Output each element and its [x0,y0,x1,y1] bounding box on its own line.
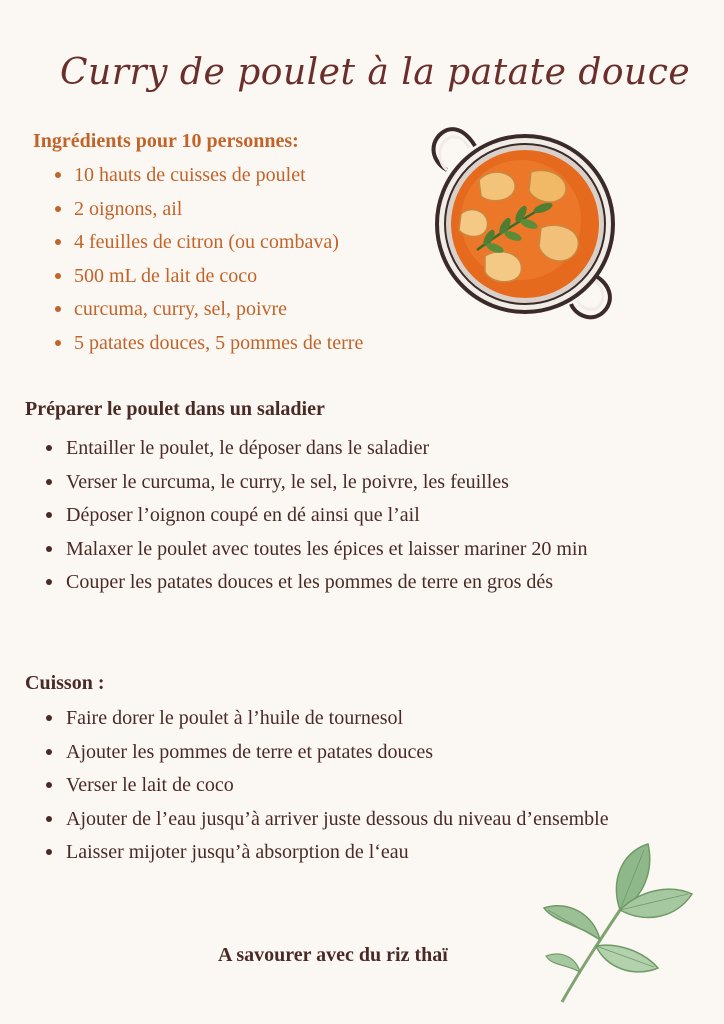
preparation-steps [43,432,701,600]
preparation-step: Couper les patates douces et les pommes de terre en gros dés [43,566,701,600]
cuisson-step: Faire dorer le poulet à l’huile de tournesol [43,702,701,736]
ingredients-list [50,160,450,362]
cuisson-step: Ajouter les pommes de terre et patates douces [43,736,701,770]
preparation-heading: Préparer le poulet dans un saladier [25,398,325,420]
recipe-title: Curry de poulet à la patate douce [60,52,691,93]
ingredient-item: 10 hauts de cuisses de poulet [50,160,450,194]
cuisson-step: Laisser mijoter jusqu’à absorption de l‘eau [43,836,701,870]
cuisson-step: Ajouter de l’eau jusqu’à arriver juste dessous du niveau d’ensemble [43,803,701,837]
ingredient-item: 2 oignons, ail [50,194,450,228]
preparation-step: Malaxer le poulet avec toutes les épices et laisser mariner 20 min [43,533,701,567]
serving-suggestion: A savourer avec du riz thaï [218,944,448,966]
ingredient-item: 500 mL de lait de coco [50,261,450,295]
cuisson-step: Verser le lait de coco [43,769,701,803]
leaf-branch-illustration [540,840,700,1010]
ingredient-item: 4 feuilles de citron (ou combava) [50,227,450,261]
preparation-step: Déposer l’oignon coupé en dé ainsi que l’ail [43,499,701,533]
preparation-step: Entailler le poulet, le déposer dans le saladier [43,432,701,466]
ingredient-item: 5 patates douces, 5 pommes de terre [50,328,450,362]
ingredient-item: curcuma, curry, sel, poivre [50,294,450,328]
curry-pot-illustration [425,122,625,327]
cuisson-heading: Cuisson : [25,672,105,694]
preparation-step: Verser le curcuma, le curry, le sel, le poivre, les feuilles [43,466,701,500]
ingredients-heading: Ingrédients pour 10 personnes: [33,130,299,152]
